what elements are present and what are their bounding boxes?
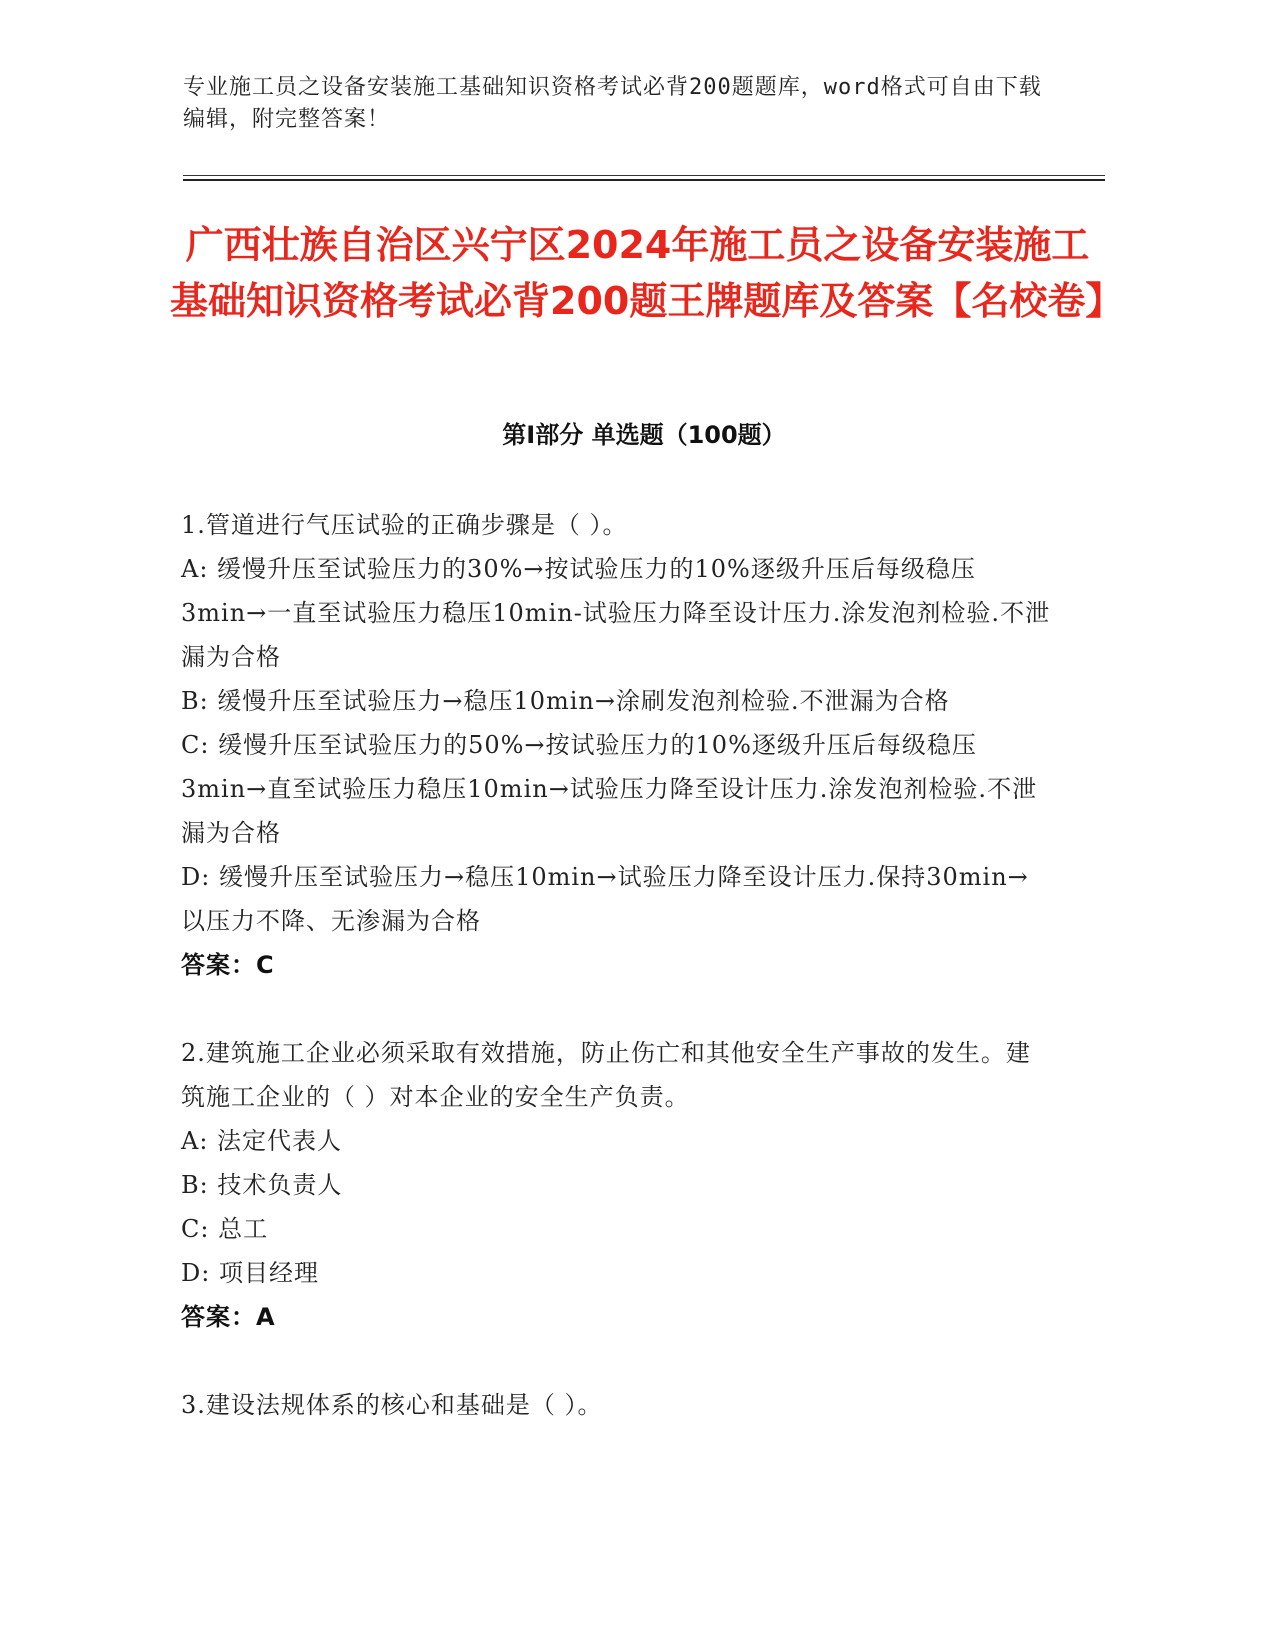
option-c: C: 缓慢升压至试验压力的50%→按试验压力的10%逐级升压后每级稳压3min→直至试验压力稳压10min→试验压力降至设计压力.涂发泡剂检验.不泄漏为合格: [181, 731, 1038, 847]
header-intro-text: 专业施工员之设备安装施工基础知识资格考试必背200题题库，word格式可自由下载编辑，附完整答案！: [183, 75, 1042, 132]
question-2: [181, 1031, 1051, 1339]
question-3: [181, 1383, 1051, 1427]
option-a: A: 法定代表人: [181, 1127, 343, 1155]
question-text: 3.建设法规体系的核心和基础是（ ）。: [181, 1391, 603, 1419]
question-1: [181, 503, 1051, 987]
option-d: D: 缓慢升压至试验压力→稳压10min→试验压力降至设计压力.保持30min→以压力不降、无渗漏为合格: [181, 863, 1029, 935]
answer-label: 答案：A: [181, 1303, 276, 1331]
header-divider-thick: [183, 179, 1105, 181]
question-text: 1.管道进行气压试验的正确步骤是（ ）。: [181, 511, 628, 539]
option-b: B: 缓慢升压至试验压力→稳压10min→涂刷发泡剂检验.不泄漏为合格: [181, 687, 950, 715]
question-list: [181, 503, 1051, 1471]
answer-label: 答案：C: [181, 951, 275, 979]
option-d: D: 项目经理: [181, 1259, 319, 1287]
option-c: C: 总工: [181, 1215, 269, 1243]
section-title: 第Ⅰ部分 单选题（100题）: [502, 421, 786, 449]
document-title: 广西壮族自治区兴宁区2024年施工员之设备安装施工基础知识资格考试必背200题王牌题库及答案【名校卷】: [170, 223, 1124, 323]
header-divider-thin: [183, 175, 1105, 176]
question-text: 2.建筑施工企业必须采取有效措施，防止伤亡和其他安全生产事故的发生。建筑施工企业的（ ）对本企业的安全生产负责。: [181, 1039, 1031, 1111]
option-b: B: 技术负责人: [181, 1171, 343, 1199]
option-a: A: 缓慢升压至试验压力的30%→按试验压力的10%逐级升压后每级稳压3min→一直至试验压力稳压10min-试验压力降至设计压力.涂发泡剂检验.不泄漏为合格: [181, 555, 1051, 671]
